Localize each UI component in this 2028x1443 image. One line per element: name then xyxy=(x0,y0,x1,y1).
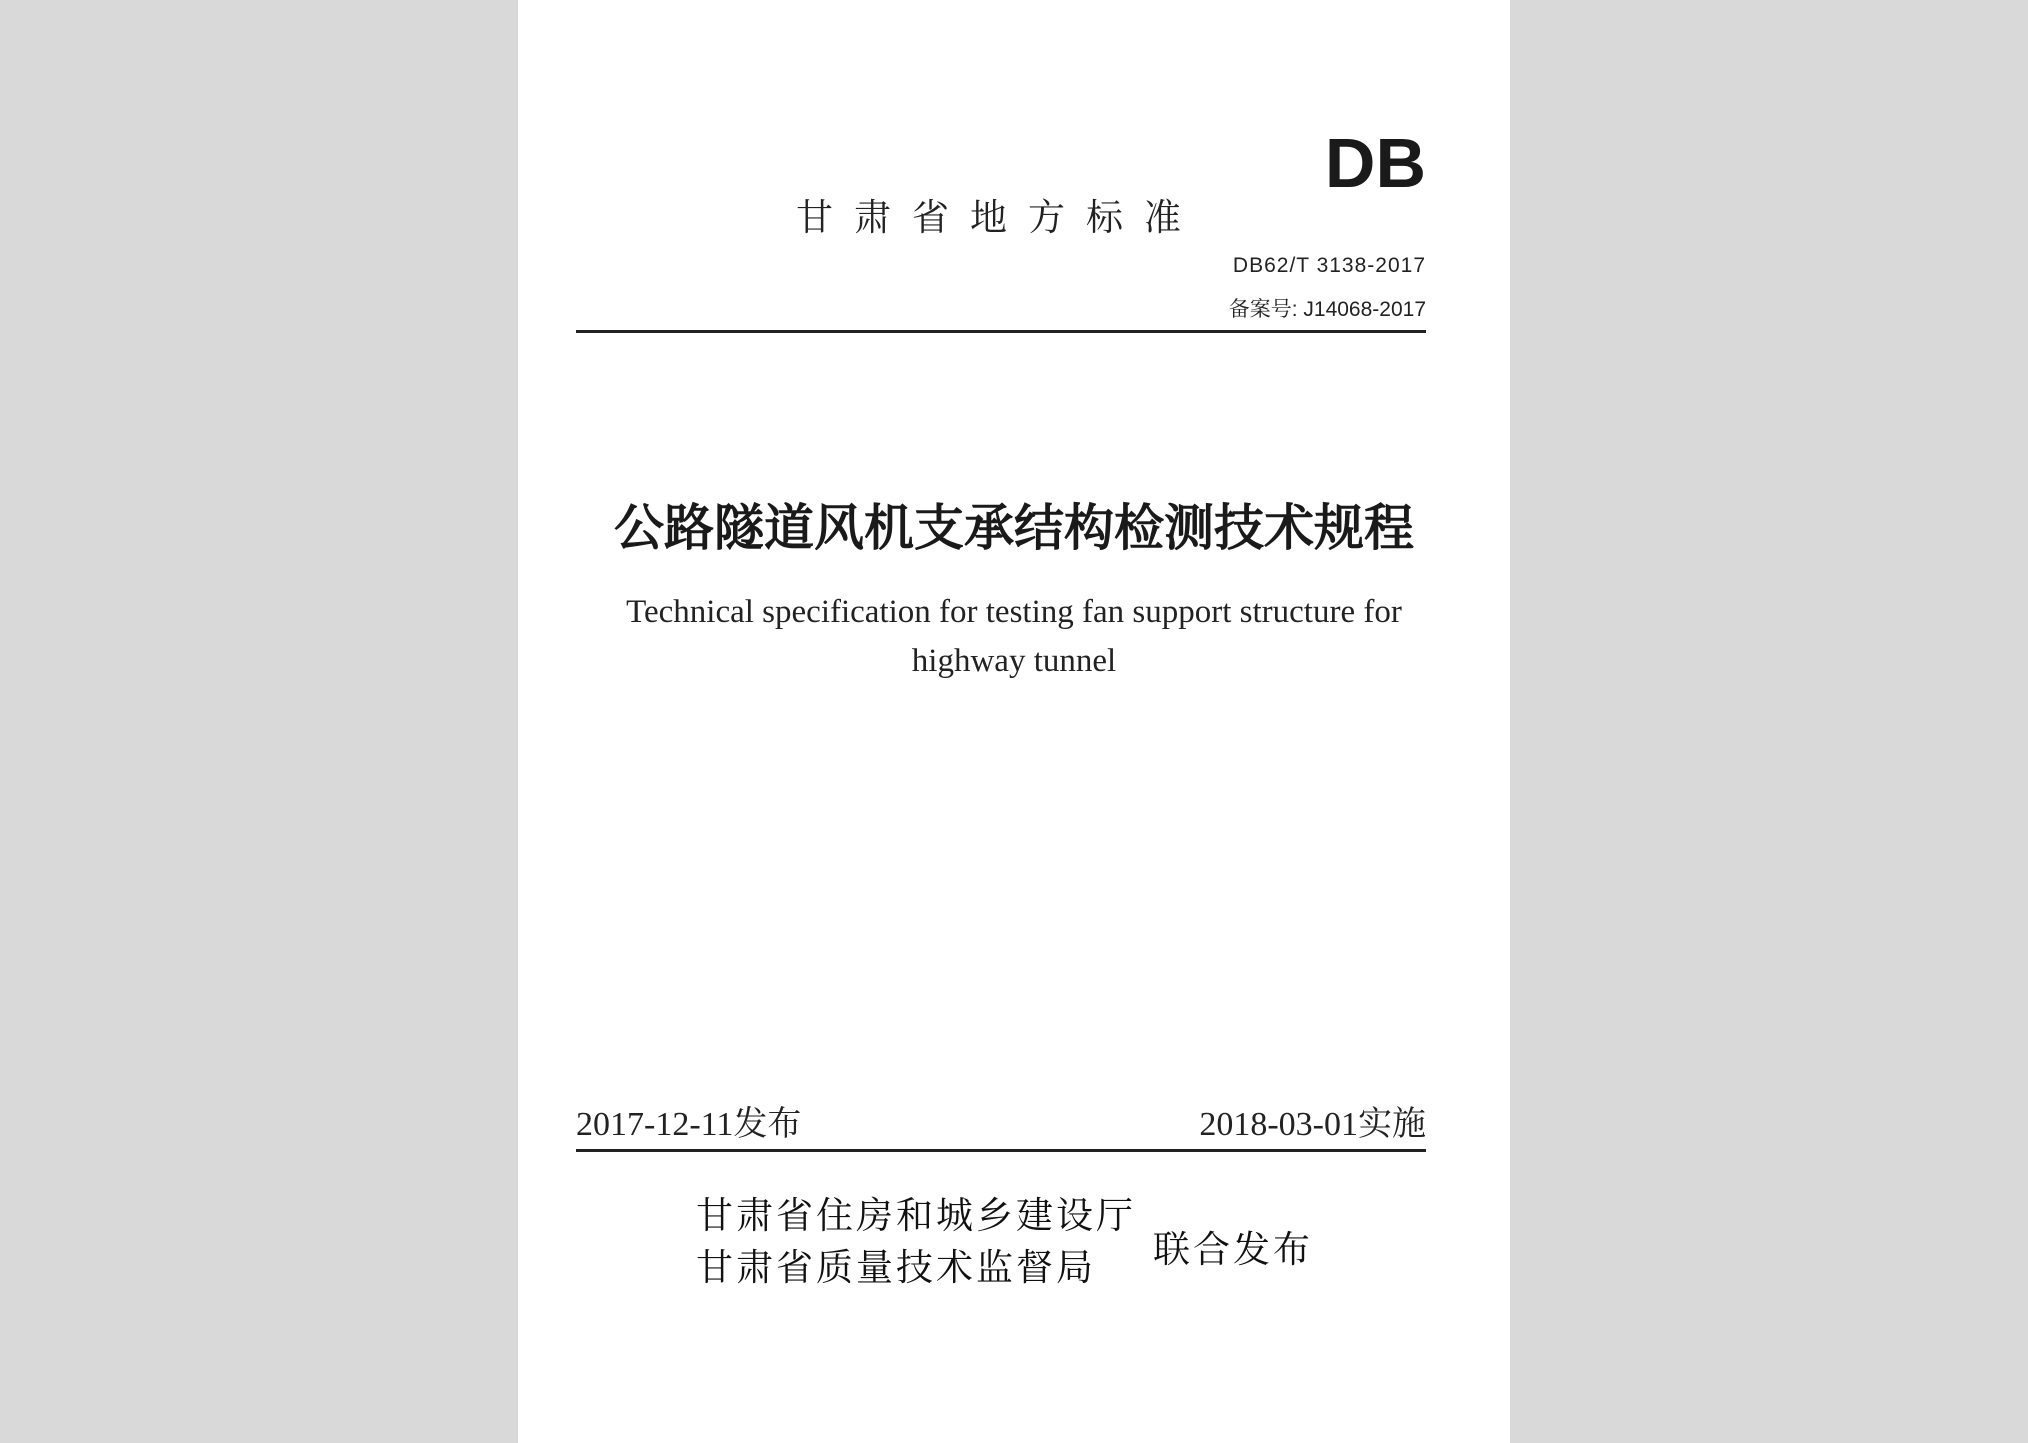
bottom-divider xyxy=(576,1149,1426,1152)
english-title xyxy=(558,588,1470,686)
effective-date: 2018-03-01实施 xyxy=(1199,1106,1426,1143)
issuer-quality-bureau: 甘肃省质量技术监督局 xyxy=(696,1246,1096,1289)
english-title-line-2: highway tunnel xyxy=(911,643,1117,679)
document-cover-page xyxy=(518,0,1510,1443)
record-number: 备案号: J14068-2017 xyxy=(1228,298,1426,321)
db-logo: DB xyxy=(1324,124,1426,202)
issue-date: 2017-12-11发布 xyxy=(576,1106,802,1143)
standard-number: DB62/T 3138-2017 xyxy=(1232,254,1426,277)
issuer-list xyxy=(696,1190,1136,1294)
top-divider xyxy=(576,330,1426,333)
english-title-line-1: Technical specification for testing fan support structure for xyxy=(626,594,1402,630)
joint-release-label: 联合发布 xyxy=(1153,1228,1313,1271)
issuer-housing-dept: 甘肃省住房和城乡建设厅 xyxy=(696,1194,1136,1237)
standard-type-title: 甘肃省地方标准 xyxy=(796,196,1202,239)
main-title: 公路隧道风机支承结构检测技术规程 xyxy=(614,498,1414,557)
